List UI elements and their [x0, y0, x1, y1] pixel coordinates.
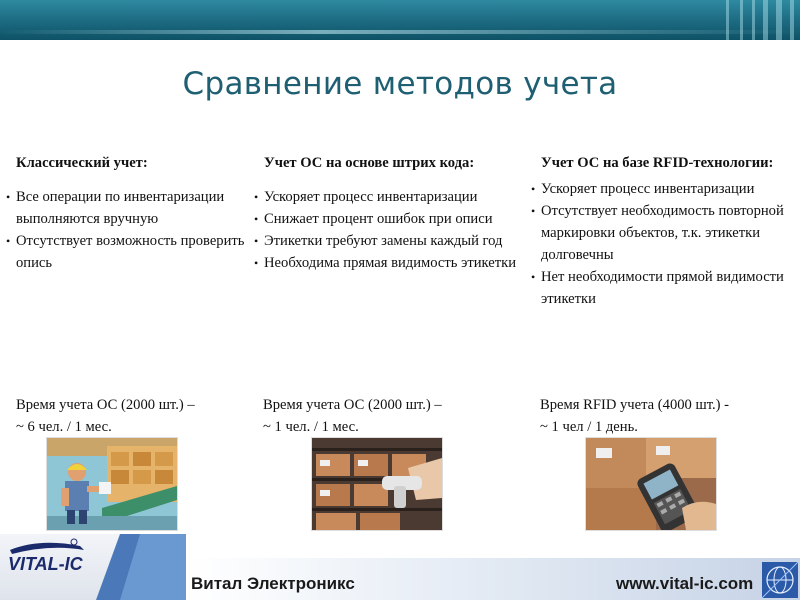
time-note-rfid — [540, 394, 729, 438]
bullet-item: • Отсутствует необходимость повторной маркировки объектов, т.к. этикетки долговечны — [531, 200, 793, 266]
bullet-item: • Отсутствует возможность проверить опись — [6, 230, 248, 274]
column-heading: Учет ОС на основе штрих кода: — [264, 155, 475, 171]
rfid-reader-photo — [585, 437, 717, 531]
time-line: ~ 6 чел. / 1 мес. — [16, 419, 112, 435]
bullet-item: • Нет необходимости прямой видимости этикетки — [531, 266, 793, 310]
column-classic — [6, 152, 248, 274]
bullet-item: • Ускоряет процесс инвентаризации — [254, 186, 524, 208]
column-heading: Учет ОС на базе RFID-технологии: — [541, 155, 774, 171]
globe-icon — [762, 562, 798, 598]
time-line: ~ 1 чел / 1 день. — [540, 419, 638, 435]
time-note-classic — [16, 394, 195, 438]
time-line: Время RFID учета (4000 шт.) - — [540, 397, 730, 413]
logo-text: VITAL-IC — [8, 554, 83, 574]
page-title: Сравнение методов учета — [182, 66, 618, 102]
warehouse-worker-illustration — [46, 437, 178, 531]
header-band — [0, 0, 800, 40]
website-link[interactable]: www.vital-ic.com — [616, 574, 754, 593]
bullet-item: • Ускоряет процесс инвентаризации — [531, 178, 793, 200]
company-name: Витал Электроникс — [191, 574, 355, 593]
column-rfid — [531, 152, 793, 310]
company-logo[interactable] — [0, 534, 186, 600]
column-barcode — [254, 152, 524, 274]
bullet-item: • Необходима прямая видимость этикетки — [254, 252, 524, 274]
column-heading: Классический учет: — [16, 155, 148, 171]
bullet-item: • Снижает процент ошибок при описи — [254, 208, 524, 230]
time-line: Время учета ОС (2000 шт.) – — [16, 397, 195, 413]
bullet-list — [6, 186, 248, 274]
bullet-list — [254, 186, 524, 274]
time-line: ~ 1 чел. / 1 мес. — [263, 419, 359, 435]
bullet-item: • Все операции по инвентаризации выполняются вручную — [6, 186, 248, 230]
bullet-item: • Этикетки требуют замены каждый год — [254, 230, 524, 252]
time-note-barcode — [263, 394, 442, 438]
barcode-scanner-photo — [311, 437, 443, 531]
time-line: Время учета ОС (2000 шт.) – — [263, 397, 442, 413]
bullet-list — [531, 178, 793, 310]
